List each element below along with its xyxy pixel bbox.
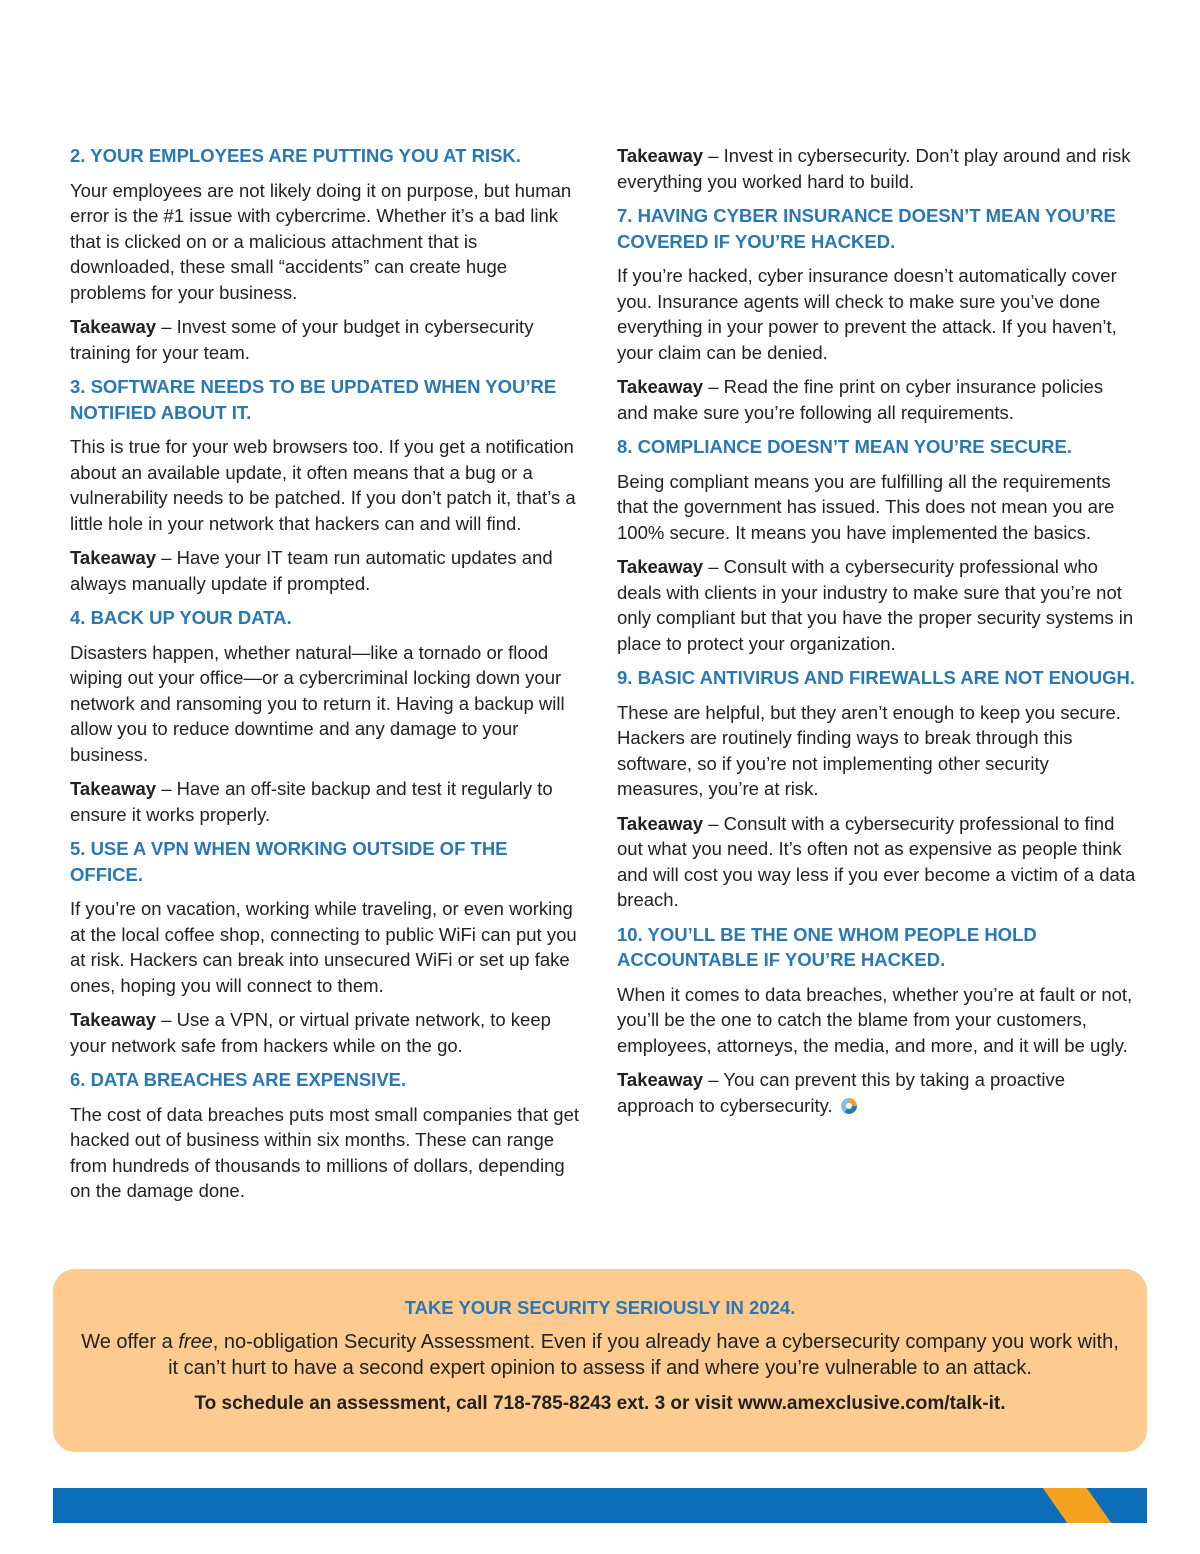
tip-body-text: The cost of data breaches puts most small companies that get hacked out of business within six months. These can range from hundreds of thousands to millions of dollars, depending on the damage done. (70, 1103, 580, 1201)
takeaway-label: Takeaway (617, 145, 704, 166)
right-tips (617, 203, 1137, 1118)
callout-body-free: free (178, 1331, 213, 1353)
tip-body-text: This is true for your web browsers too. If you get a notification about an available update, it often means that a bug or a vulnerability needs to be patched. If you don’t patch it, that’s a little hole in your network that hackers can and will find. (70, 436, 576, 534)
tip-body (70, 434, 582, 536)
tip-body (617, 700, 1137, 802)
callout-body-start: We offer a (81, 1331, 179, 1353)
left-column (70, 143, 582, 1213)
takeaway-paragraph (70, 1007, 582, 1058)
tip-section (617, 434, 1137, 656)
takeaway-paragraph (617, 143, 1137, 194)
takeaway-label: Takeaway (70, 547, 157, 568)
callout-contact[interactable]: To schedule an assessment, call 718-785-8243 ext. 3 or visit www.amexclusive.com/talk-it. (194, 1393, 1006, 1414)
tip-heading: 9. BASIC ANTIVIRUS AND FIREWALLS ARE NOT ENOUGH. (617, 667, 1136, 688)
takeaway-text: – Use a VPN, or virtual private network, to keep your network safe from hackers while on the go. (70, 1009, 551, 1056)
takeaway-paragraph (617, 1067, 1137, 1118)
tip-body (617, 982, 1137, 1059)
tip-body (70, 1102, 582, 1204)
takeaway-label: Takeaway (617, 812, 704, 834)
takeaway-text: – Invest in cybersecurity. Don’t play around and risk everything you worked hard to build. (617, 145, 1131, 192)
takeaway-label: Takeaway (70, 778, 157, 799)
swirl-logo-icon (841, 1098, 857, 1114)
tip-heading: 3. SOFTWARE NEEDS TO BE UPDATED WHEN YOU’RE NOTIFIED ABOUT IT. (70, 376, 557, 423)
takeaway-text: – Have your IT team run automatic updates and always manually update if prompted. (70, 547, 553, 594)
takeaway-label: Takeaway (617, 1069, 704, 1090)
tip-section (70, 1067, 582, 1204)
tip-section (70, 143, 582, 365)
footer-orange-stripe (1043, 1488, 1112, 1523)
tip-heading: 10. YOU’LL BE THE ONE WHOM PEOPLE HOLD ACCOUNTABLE IF YOU’RE HACKED. (617, 923, 1037, 970)
takeaway-text: – Have an off-site backup and test it regularly to ensure it works properly. (70, 778, 553, 825)
tip-section (617, 665, 1137, 913)
tip-section (70, 836, 582, 1058)
takeaway-text: – Invest some of your budget in cybersecurity training for your team. (70, 316, 534, 363)
takeaway-text: – Consult with a cybersecurity professional who deals with clients in your industry to make sure that you’re not only compliant but that you have the proper security systems in place to protect your organization. (617, 556, 1134, 654)
takeaway-text: – You can prevent this by taking a proactive approach to cybersecurity. (617, 1069, 1066, 1116)
takeaway-paragraph (617, 374, 1137, 425)
tip-body (70, 178, 582, 306)
tip-heading: 8. COMPLIANCE DOESN’T MEAN YOU’RE SECURE. (617, 436, 1073, 457)
tip-body-text: These are helpful, but they aren’t enough to keep you secure. Hackers are routinely finding ways to break through this software, so if you’re not implementing other security measures, you’re at risk. (617, 701, 1121, 799)
tip-heading: 5. USE A VPN WHEN WORKING OUTSIDE OF THE OFFICE. (70, 838, 508, 885)
takeaway-label: Takeaway (70, 1009, 157, 1030)
tip-body (617, 263, 1137, 365)
tip-section (70, 374, 582, 596)
takeaway-text: – Consult with a cybersecurity professional to find out what you need. It’s often not as expensive as people think and will cost you way less if you ever become a victim of a data breach. (617, 812, 1136, 910)
takeaway-paragraph (70, 776, 582, 827)
security-assessment-callout (53, 1269, 1147, 1452)
tip-body-text: When it comes to data breaches, whether you’re at fault or not, you’ll be the one to catch the blame from your customers, employees, attorneys, the media, and more, and it will be ugly. (617, 983, 1133, 1056)
callout-heading: TAKE YOUR SECURITY SERIOUSLY IN 2024. (404, 1297, 796, 1318)
tip-body (70, 896, 582, 998)
takeaway-label: Takeaway (70, 316, 157, 337)
tip-body-text: Your employees are not likely doing it on purpose, but human error is the #1 issue with cybercrime. Whether it’s a bad link that is clicked on or a malicious attachment that is downloaded, these small “accidents” can create huge problems for your business. (70, 179, 572, 303)
tip-section (617, 203, 1137, 425)
right-column (617, 143, 1137, 1127)
takeaway-paragraph (617, 554, 1137, 656)
tip-heading: 7. HAVING CYBER INSURANCE DOESN’T MEAN YOU’RE COVERED IF YOU’RE HACKED. (617, 205, 1116, 252)
tip-section (617, 922, 1137, 1119)
footer-bar (53, 1488, 1147, 1523)
tip-heading: 4. BACK UP YOUR DATA. (70, 607, 292, 628)
callout-body-end: , no-obligation Security Assessment. Even if you already have a cybersecurity company you work with, it can’t hurt to have a second expert opinion to assess if and where you’re vulnerable to an attack. (168, 1331, 1119, 1379)
takeaway-label: Takeaway (617, 556, 704, 577)
tip-body (617, 469, 1137, 546)
tip-heading: 2. YOUR EMPLOYEES ARE PUTTING YOU AT RISK. (70, 145, 521, 166)
tip-heading: 6. DATA BREACHES ARE EXPENSIVE. (70, 1069, 407, 1090)
takeaway-paragraph (70, 545, 582, 596)
tip-body-text: Disasters happen, whether natural—like a tornado or flood wiping out your office—or a cybercriminal locking down your network and ransoming you to return it. Having a backup will allow you to reduce downtime and any damage to your business. (70, 641, 565, 765)
tip-section (70, 605, 582, 827)
tip-body-text: If you’re on vacation, working while traveling, or even working at the local coffee shop, connecting to public WiFi can put you at risk. Hackers can break into unsecured WiFi or set up fake ones, hoping you will connect to them. (70, 898, 577, 996)
takeaway-text: – Read the fine print on cyber insurance policies and make sure you’re following all requirements. (617, 376, 1104, 423)
tip-body-text: If you’re hacked, cyber insurance doesn’t automatically cover you. Insurance agents will check to make sure you’ve done everything in your power to prevent the attack. If you haven’t, your claim can be denied. (617, 265, 1117, 363)
callout-body (80, 1329, 1120, 1381)
takeaway-paragraph (70, 314, 582, 365)
tip-body (70, 640, 582, 768)
takeaway-paragraph (617, 811, 1137, 913)
tip-body-text: Being compliant means you are fulfilling all the requirements that the government has issued. This does not mean you are 100% secure. It means you have implemented the basics. (617, 470, 1115, 543)
takeaway-label: Takeaway (617, 376, 704, 397)
carryover-takeaway (617, 143, 1137, 194)
